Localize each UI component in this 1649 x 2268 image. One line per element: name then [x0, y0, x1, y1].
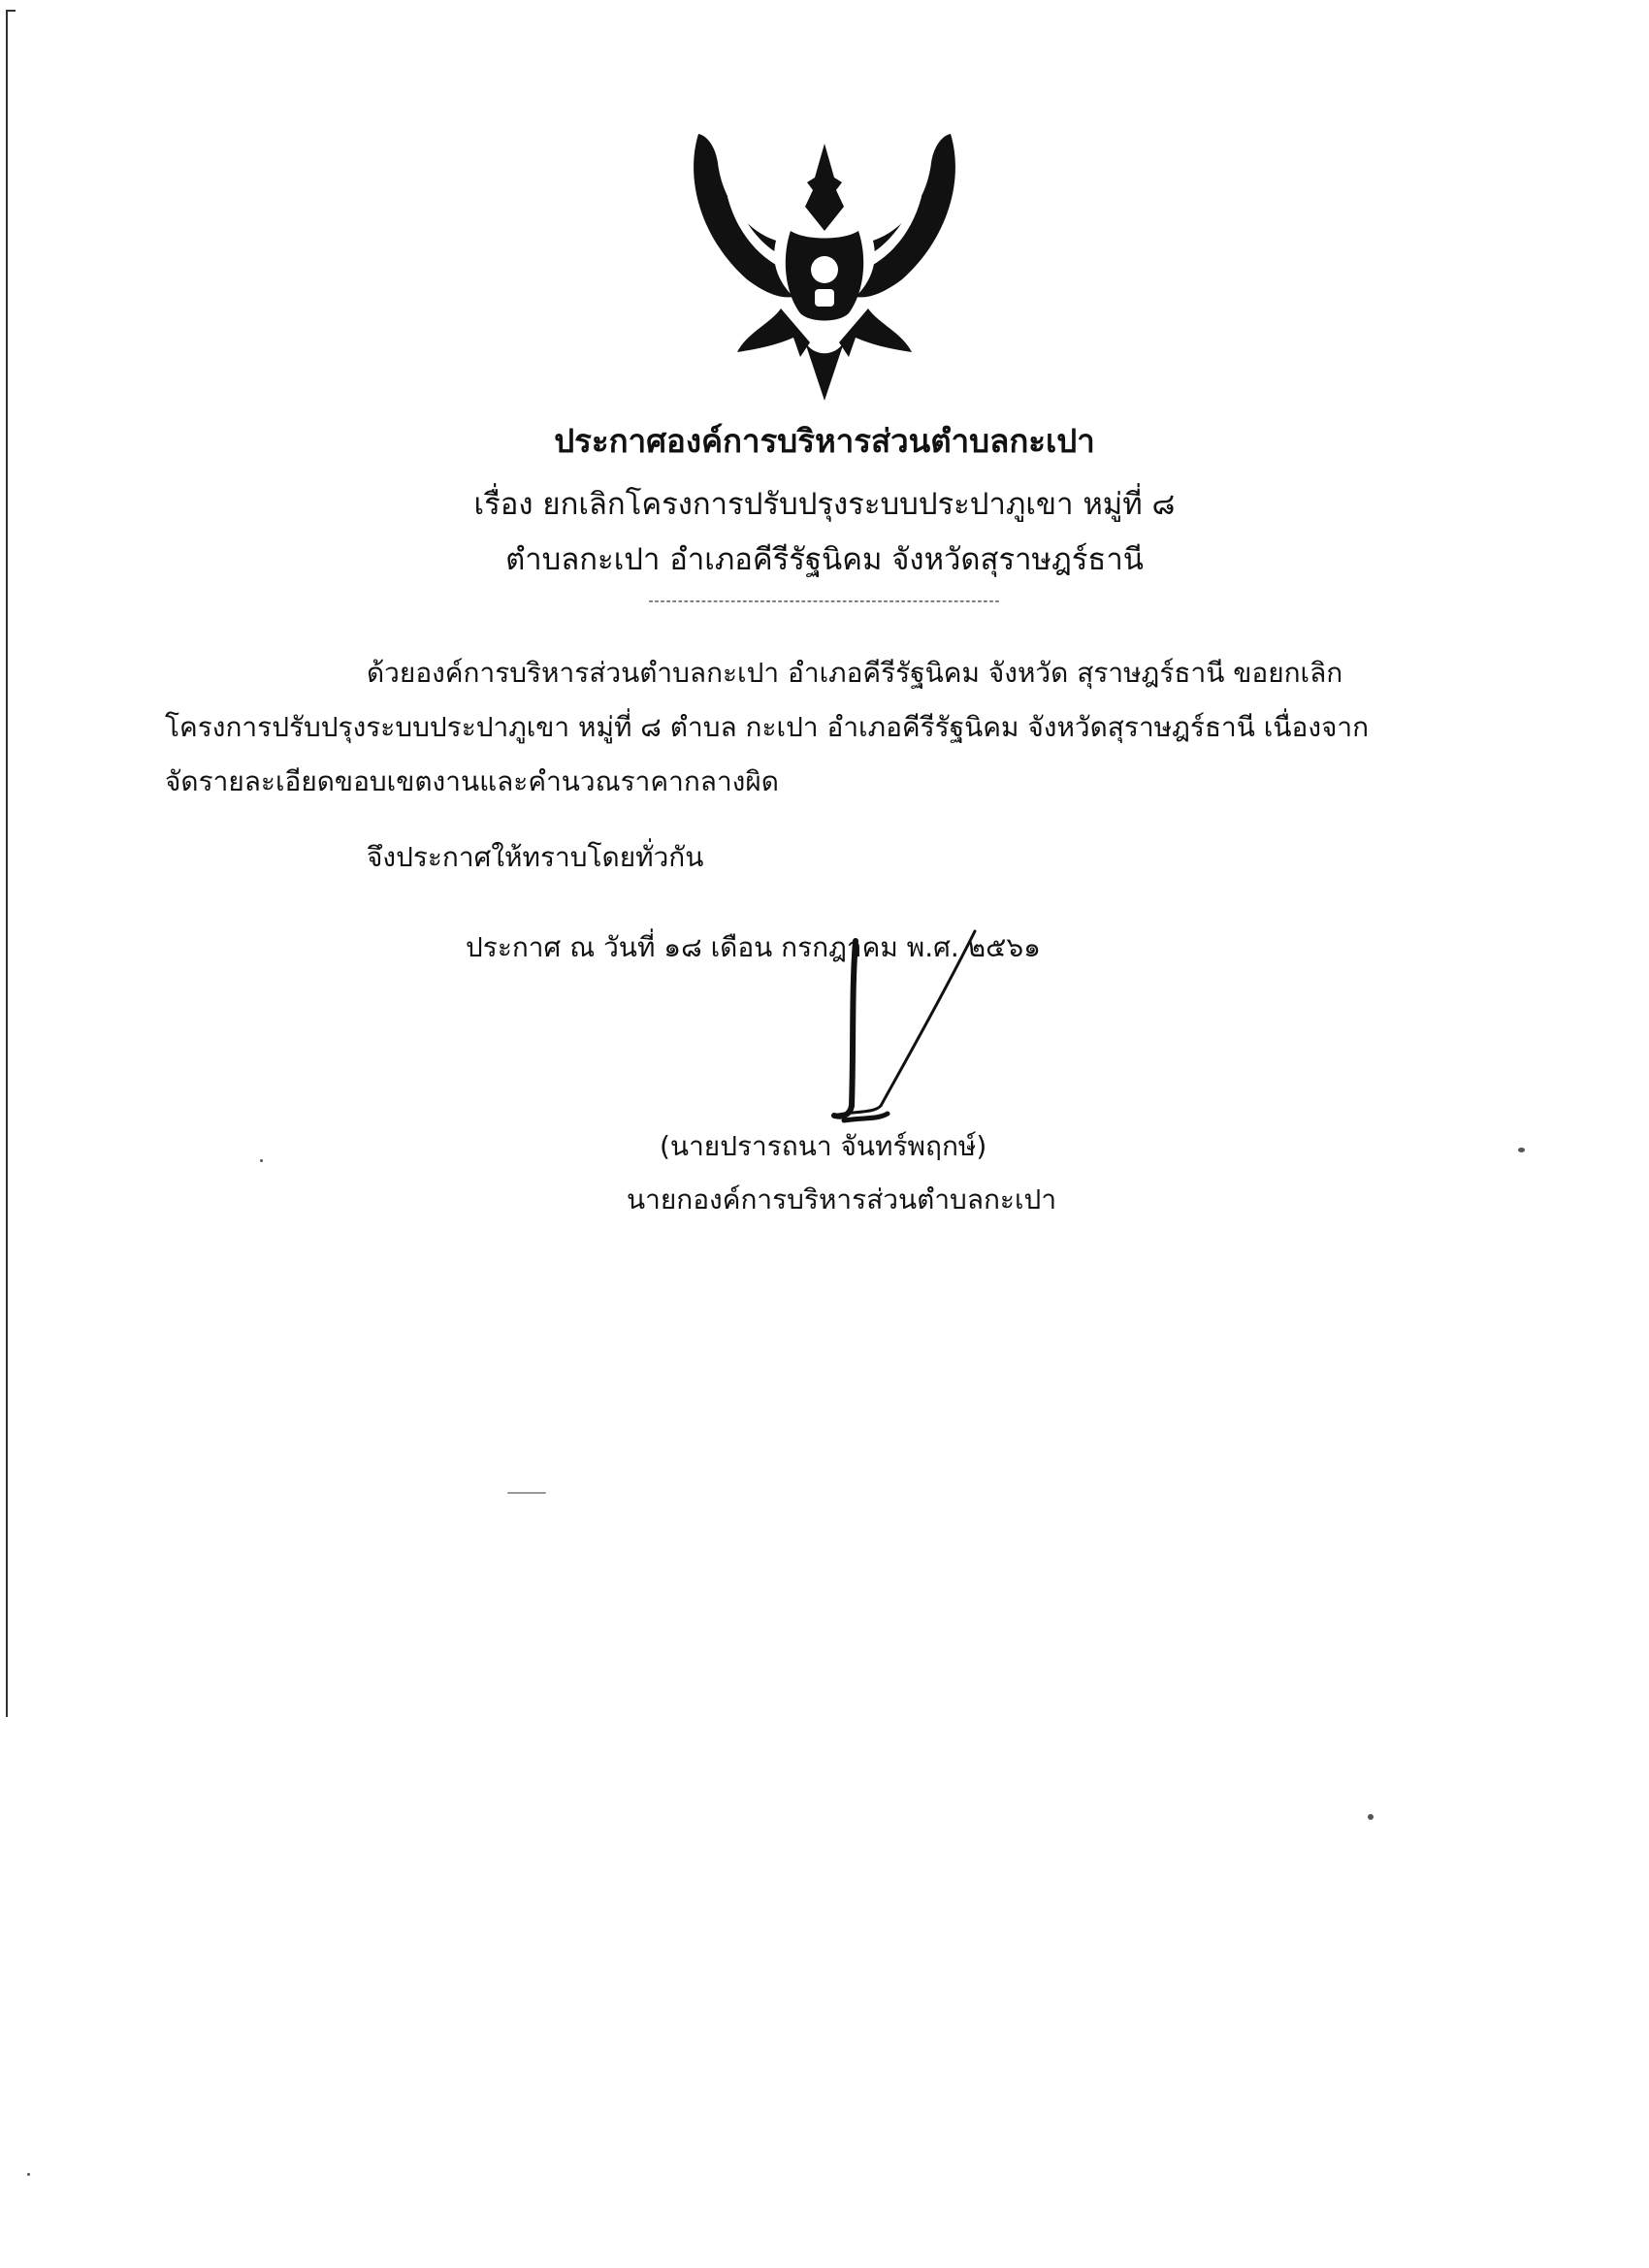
body-line-3: จัดรายละเอียดขอบเขตงานและคำนวณราคากลางผิด: [165, 765, 779, 797]
scan-edge-tick: [6, 10, 16, 12]
body-line-2: โครงการปรับปรุงระบบประปาภูเขา หมู่ที่ ๘ ตำบล กะเปา อำเภอคีรีรัฐนิคม จังหวัดสุราษฎร์ธานี เนื่องจาก: [165, 711, 1370, 743]
scan-speck: [1518, 1148, 1525, 1152]
scan-speck: [1368, 1814, 1374, 1820]
divider-line: ------------------------------------------------------------: [648, 594, 1001, 609]
body-line-1: ด้วยองค์การบริหารส่วนตำบลกะเปา อำเภอคีรีรัฐนิคม จังหวัด สุราษฎร์ธานี ขอยกเลิก: [367, 657, 1343, 689]
subject-line-1: เรื่อง ยกเลิกโครงการปรับปรุงระบบประปาภูเขา หมู่ที่ ๘: [473, 487, 1176, 522]
signer-position: นายกองค์การบริหารส่วนตำบลกะเปา: [627, 1183, 1057, 1215]
garuda-emblem-icon: [679, 124, 970, 405]
document-title: ประกาศองค์การบริหารส่วนตำบลกะเปา: [554, 422, 1095, 460]
scan-speck: [507, 1492, 546, 1494]
date-line: ประกาศ ณ วันที่ ๑๘ เดือน กรกฎาคม พ.ศ. ๒๕๖๑: [466, 931, 1041, 963]
scan-edge-line: [6, 10, 8, 1717]
announcement-line: จึงประกาศให้ทราบโดยทั่วกัน: [367, 841, 704, 873]
handwritten-signature-icon: [795, 912, 989, 1135]
scan-speck: [27, 2173, 30, 2176]
signer-name: (นายปรารถนา จันทร์พฤกษ์): [660, 1130, 987, 1162]
scan-speck: [260, 1159, 263, 1162]
subject-line-2: ตำบลกะเปา อำเภอคีรีรัฐนิคม จังหวัดสุราษฎร์ธานี: [505, 542, 1144, 577]
